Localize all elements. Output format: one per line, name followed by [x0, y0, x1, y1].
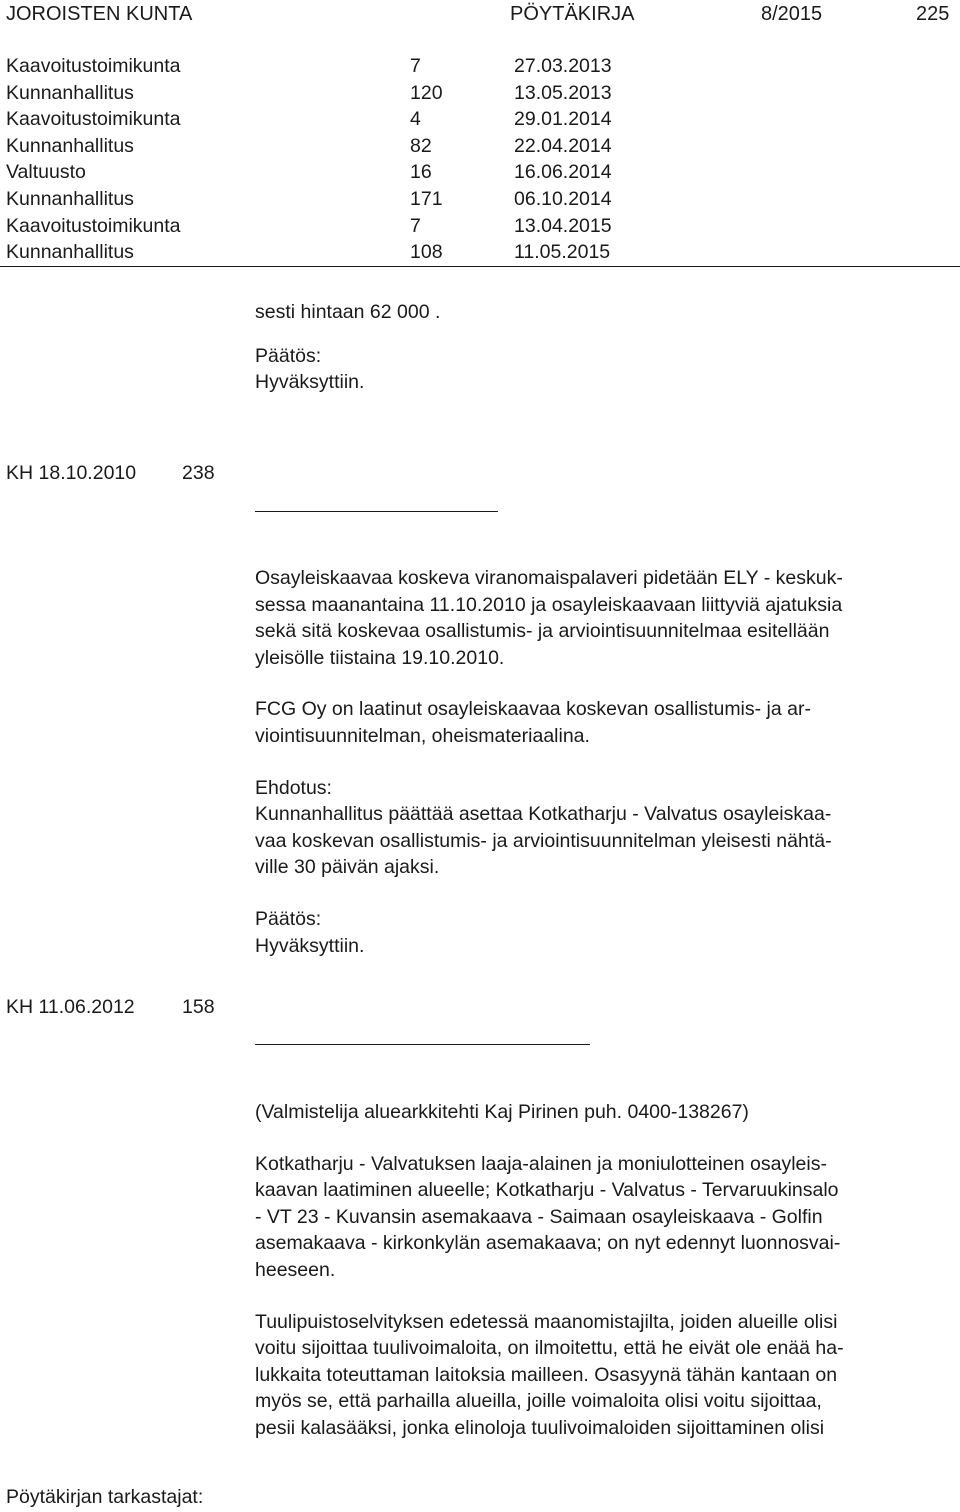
history-divider — [0, 266, 960, 267]
text-line: Osayleiskaavaa koskeva viranomaispalaveri pidetään ELY - keskuk- — [255, 567, 843, 589]
text-line: FCG Oy on laatinut osayleiskaavaa koskevan osallistumis- ja ar- — [255, 698, 811, 721]
meeting-reference-kh-2010 — [6, 460, 215, 487]
history-row — [6, 213, 960, 240]
paragraph-number: 16 — [410, 161, 432, 184]
paragraph-number: 120 — [410, 81, 443, 104]
history-row — [6, 133, 960, 160]
preparer-info: (Valmistelija aluearkkitehti Kaj Pirinen puh. 0400-138267) — [255, 1101, 749, 1123]
text-line: Tuulipuistoselvityksen edetessä maanomistajilta, joiden alueille olisi — [255, 1310, 838, 1333]
text-line: asemakaava - kirkonkylän asemakaava; on nyt edennyt luonnosvai- — [255, 1232, 841, 1255]
decision-body: Valtuusto — [6, 161, 86, 184]
decision-body: Kunnanhallitus — [6, 187, 134, 210]
section-separator — [255, 1044, 590, 1045]
proposal-label: Ehdotus: — [255, 776, 332, 799]
meeting-date: 11.05.2015 — [514, 241, 611, 264]
meeting-date: 06.10.2014 — [514, 187, 612, 210]
section-continuation — [255, 299, 955, 396]
text-line: viointisuunnitelman, oheismateriaalina. — [255, 724, 590, 747]
document-number: 8/2015 — [761, 3, 823, 25]
section-separator — [255, 511, 498, 512]
continuation-text: sesti hintaan 62 000 . — [255, 301, 441, 323]
paragraph-fcg — [255, 696, 955, 749]
text-line: kaavan laatiminen alueelle; Kotkatharju - Valvatus - Tervaruukinsalo — [255, 1179, 839, 1202]
decision-text: Hyväksyttiin. — [255, 371, 365, 394]
meeting-date: 13.05.2013 — [514, 81, 612, 104]
paragraph-wind-power — [255, 1309, 955, 1442]
history-row — [6, 239, 960, 266]
text-line: - VT 23 - Kuvansin asemakaava - Saimaan osayleiskaava - Golfin — [255, 1205, 823, 1228]
document-type: PÖYTÄKIRJA — [510, 3, 635, 25]
proposal-text — [255, 801, 955, 881]
decision-body: Kaavoitustoimikunta — [6, 108, 181, 131]
reviewers-label: Pöytäkirjan tarkastajat: — [6, 1486, 204, 1508]
paragraph-number: 7 — [410, 55, 421, 77]
text-line: pesii kalasääksi, jonka elinoloja tuulivoimaloiden sijoittaminen olisi — [255, 1416, 825, 1439]
text-line: ville 30 päivän ajaksi. — [255, 856, 440, 879]
section-kh-2010 — [255, 565, 955, 959]
meeting-paragraph-number: 238 — [182, 462, 215, 484]
history-row — [6, 159, 960, 186]
meeting-date: 13.04.2015 — [514, 214, 612, 237]
section-kh-2012 — [255, 1099, 955, 1442]
decision-text: Hyväksyttiin. — [255, 934, 365, 957]
text-line: Kunnanhallitus päättää asettaa Kotkatharju - Valvatus osayleiskaa- — [255, 803, 832, 826]
meeting-paragraph-number: 158 — [182, 996, 215, 1018]
paragraph-meeting-info — [255, 565, 955, 671]
history-row — [6, 186, 960, 213]
decision-body: Kaavoitustoimikunta — [6, 214, 181, 237]
text-line: voitu sijoittaa tuulivoimaloita, on ilmoitettu, että he eivät ole enää ha- — [255, 1337, 844, 1360]
history-row — [6, 80, 960, 107]
decision-body: Kaavoitustoimikunta — [6, 55, 181, 77]
text-line: heeseen. — [255, 1258, 336, 1281]
meeting-label: KH 11.06.2012 — [6, 996, 135, 1018]
decision-label: Päätös: — [255, 907, 322, 930]
paragraph-number: 4 — [410, 108, 421, 131]
meeting-label: KH 18.10.2010 — [6, 462, 137, 484]
history-row — [6, 53, 960, 80]
meeting-reference-kh-2012 — [6, 994, 215, 1021]
paragraph-plan-status — [255, 1151, 955, 1284]
meeting-date: 29.01.2014 — [514, 108, 612, 131]
paragraph-number: 108 — [410, 241, 443, 264]
text-line: myös se, että parhailla alueilla, joille voimaloita olisi voitu sijoittaa, — [255, 1390, 822, 1413]
text-line: sessa maanantaina 11.10.2010 ja osayleiskaavaan liittyviä ajatuksia — [255, 593, 843, 616]
decision-body: Kunnanhallitus — [6, 81, 134, 104]
text-line: Kotkatharju - Valvatuksen laaja-alainen ja moniulotteinen osayleis- — [255, 1152, 827, 1175]
page-number: 225 — [916, 3, 950, 25]
text-line: vaa koskevan osallistumis- ja arviointisuunnitelman yleisesti nähtä- — [255, 829, 832, 852]
text-line: lukkaita toteuttaman laitoksia mailleen. Osasyynä tähän kantaan on — [255, 1363, 838, 1386]
processing-history — [6, 53, 960, 266]
paragraph-number: 171 — [410, 187, 443, 210]
meeting-date: 27.03.2013 — [514, 55, 612, 77]
page-header — [0, 0, 960, 30]
municipality-name: JOROISTEN KUNTA — [6, 3, 193, 25]
meeting-date: 16.06.2014 — [514, 161, 612, 184]
decision-body: Kunnanhallitus — [6, 241, 134, 264]
meeting-date: 22.04.2014 — [514, 134, 612, 157]
text-line: yleisölle tiistaina 19.10.2010. — [255, 646, 505, 669]
decision-label: Päätös: — [255, 344, 322, 367]
paragraph-number: 82 — [410, 134, 432, 157]
text-line: sekä sitä koskevaa osallistumis- ja arviointisuunnitelmaa esitellään — [255, 620, 830, 643]
paragraph-number: 7 — [410, 214, 421, 237]
decision-body: Kunnanhallitus — [6, 134, 134, 157]
history-row — [6, 106, 960, 133]
